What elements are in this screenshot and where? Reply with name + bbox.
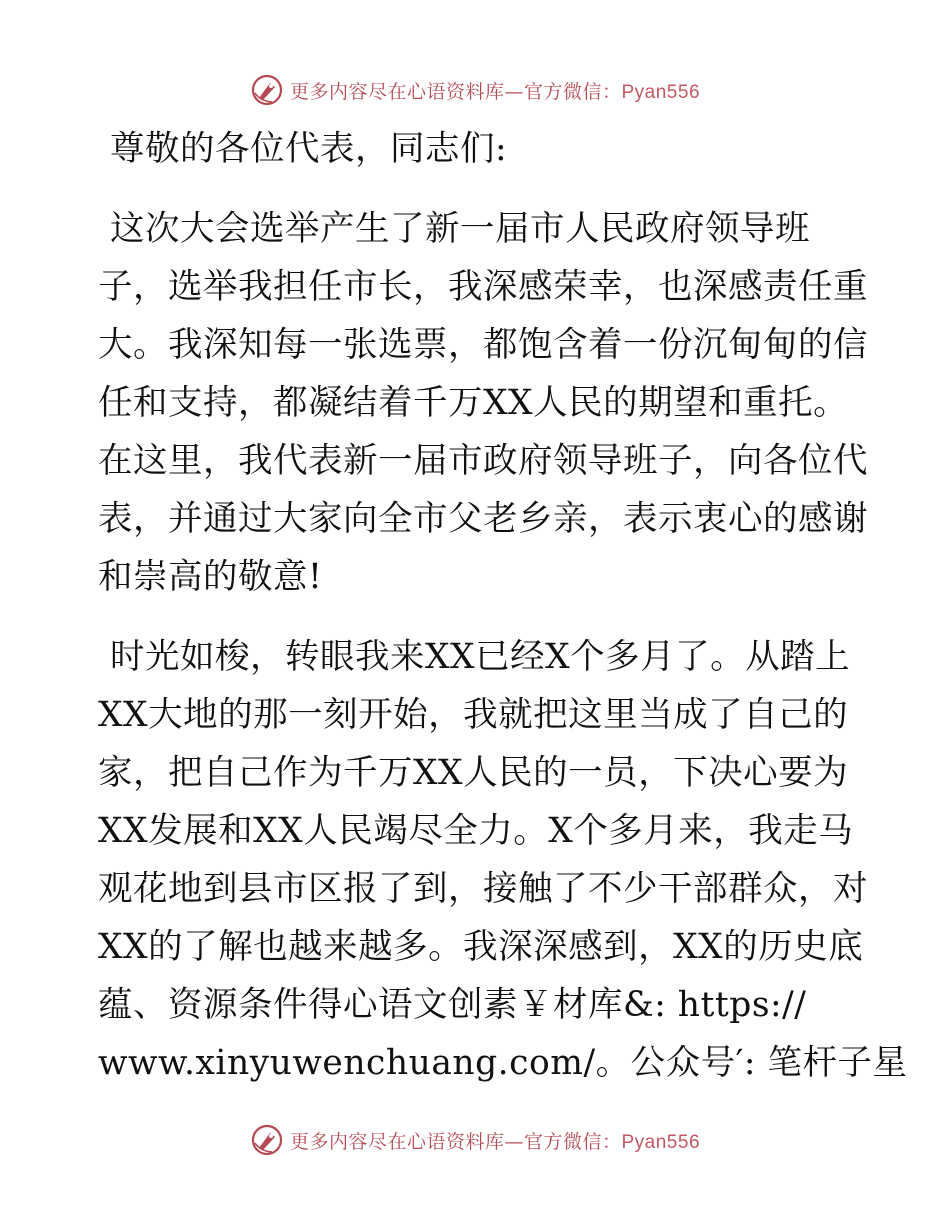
paragraph-2-line: XX大地的那一刻开始，我就把这里当成了自己的 (98, 695, 849, 735)
header-banner-text (290, 77, 700, 104)
header-wechat-id: Pyan556 (621, 81, 701, 103)
header-banner (0, 70, 950, 110)
header-banner-content (250, 73, 700, 107)
document-body (98, 120, 908, 1114)
footer-wechat-id: Pyan556 (621, 1131, 701, 1153)
salutation-paragraph (98, 120, 858, 178)
paragraph-2-line: 观花地到县市区报了到，接触了不少干部群众，对 (98, 869, 868, 909)
paragraph-2-line: XX发展和XX人民竭尽全力。X个多月来，我走马 (98, 811, 854, 851)
paragraph-1-line: 大。我深知每一张选票，都饱含着一份沉甸甸的信 (98, 325, 868, 365)
footer-banner-label: 更多内容尽在心语资料库—官方微信： (289, 1130, 622, 1153)
paragraph-1-line: 表，并通过大家向全市父老乡亲，表示衷心的感谢 (98, 499, 868, 539)
paragraph-1 (98, 200, 868, 606)
paragraph-2-line: 蕴、资源条件得心语文创素￥材库&: https:// (98, 985, 807, 1025)
header-banner-label: 更多内容尽在心语资料库—官方微信： (289, 80, 622, 103)
paragraph-1-line: 任和支持，都凝结着千万XX人民的期望和重托。 (98, 383, 849, 423)
paragraph-2-line: 时光如梭，转眼我来XX已经X个多月了。从踏上 (110, 637, 851, 677)
paragraph-2-line: XX的了解也越来越多。我深深感到，XX的历史底 (98, 927, 864, 967)
paragraph-1-line: 在这里，我代表新一届市政府领导班子，向各位代 (98, 441, 868, 481)
paragraph-1-line: 和崇高的敬意! (98, 557, 323, 597)
pen-nib-logo-icon (250, 73, 284, 107)
salutation: 尊敬的各位代表，同志们: (110, 129, 508, 169)
paragraph-2 (98, 628, 908, 1092)
pen-nib-logo-icon (250, 1123, 284, 1157)
paragraph-1-line: 子，选举我担任市长，我深感荣幸，也深感责任重 (98, 267, 868, 307)
footer-banner-content (250, 1123, 700, 1157)
footer-banner (0, 1120, 950, 1160)
footer-banner-text (290, 1127, 700, 1154)
paragraph-2-line: www.xinyuwenchuang.com/。公众号′: 笔杆子星 (98, 1043, 908, 1083)
paragraph-1-line: 这次大会选举产生了新一届市人民政府领导班 (110, 209, 810, 249)
paragraph-2-line: 家，把自己作为千万XX人民的一员，下决心要为 (98, 753, 849, 793)
